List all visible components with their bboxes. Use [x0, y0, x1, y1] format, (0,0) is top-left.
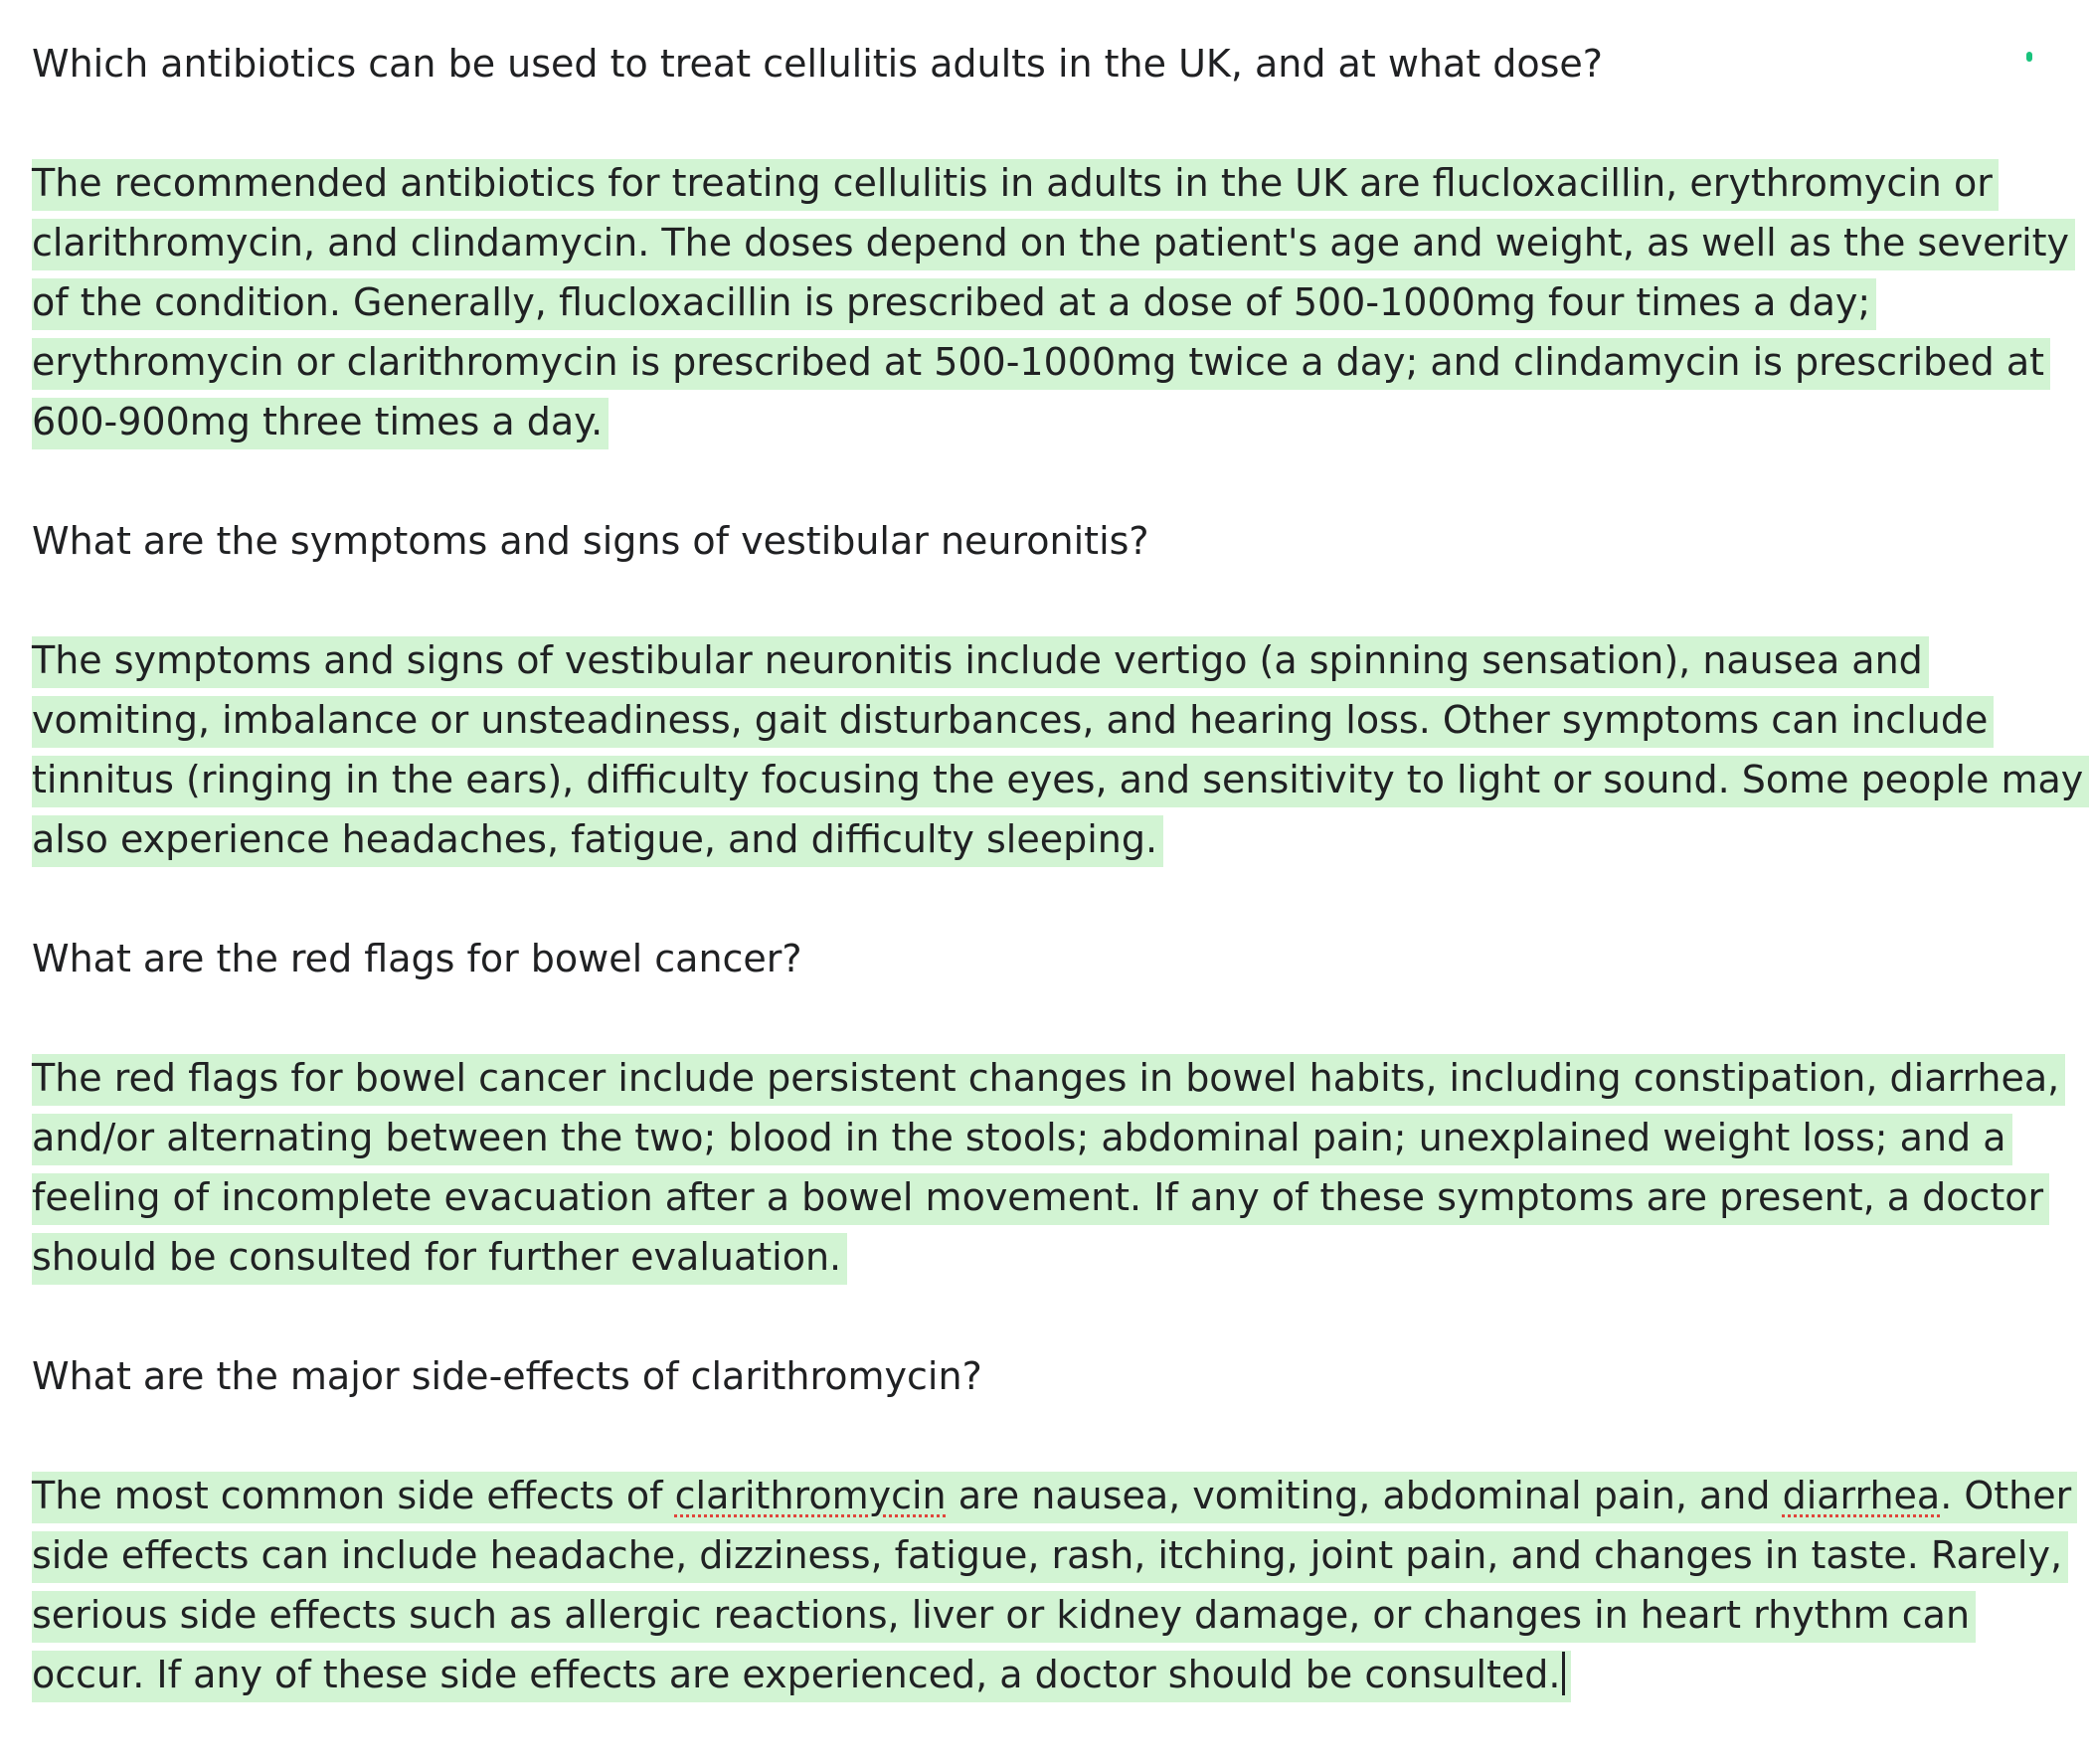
text-cursor	[1562, 1652, 1565, 1695]
spellcheck-flagged-word[interactable]: clarithromycin	[674, 1474, 947, 1517]
answer-line: The red flags for bowel cancer include persistent changes in bowel habits, including constipation, diarrhea,	[32, 1054, 2065, 1106]
document-body[interactable]	[32, 34, 2084, 1764]
answer-3	[32, 1048, 2060, 1287]
answer-line: and/or alternating between the two; blood in the stools; abdominal pain; unexplained weight loss; and a	[32, 1114, 2012, 1165]
answer-line: feeling of incomplete evacuation after a bowel movement. If any of these symptoms are present, a doctor	[32, 1173, 2049, 1225]
text-run: . Other	[1940, 1474, 2072, 1517]
answer-line: vomiting, imbalance or unsteadiness, gait disturbances, and hearing loss. Other symptoms can include	[32, 696, 1994, 748]
answer-line: serious side effects such as allergic reactions, liver or kidney damage, or changes in heart rhythm can	[32, 1591, 1976, 1643]
answer-line	[32, 1651, 1571, 1702]
answer-line: of the condition. Generally, flucloxacillin is prescribed at a dose of 500-1000mg four times a day;	[32, 278, 1876, 330]
question-4: What are the major side-effects of clarithromycin?	[32, 1354, 982, 1398]
spellcheck-flagged-word[interactable]: diarrhea	[1782, 1474, 1941, 1517]
answer-1	[32, 153, 2070, 451]
answer-line: 600-900mg three times a day.	[32, 398, 609, 449]
text-run: are nausea, vomiting, abdominal pain, and	[946, 1474, 1783, 1517]
answer-line: should be consulted for further evaluation.	[32, 1233, 847, 1285]
answer-line: also experience headaches, fatigue, and difficulty sleeping.	[32, 815, 1163, 867]
answer-line: erythromycin or clarithromycin is prescribed at 500-1000mg twice a day; and clindamycin is prescribed at	[32, 338, 2050, 390]
answer-4[interactable]	[32, 1466, 2072, 1704]
answer-line: side effects can include headache, dizziness, fatigue, rash, itching, joint pain, and changes in taste. Rarely,	[32, 1531, 2068, 1583]
answer-line	[32, 1472, 2077, 1523]
answer-line: tinnitus (ringing in the ears), difficulty focusing the eyes, and sensitivity to light or sound. Some people may	[32, 756, 2089, 807]
question-2: What are the symptoms and signs of vestibular neuronitis?	[32, 519, 1149, 563]
answer-2	[32, 630, 2084, 869]
scroll-indicator-icon	[2026, 52, 2032, 62]
question-1: Which antibiotics can be used to treat cellulitis adults in the UK, and at what dose?	[32, 42, 1603, 86]
text-run: The most common side effects of	[32, 1474, 675, 1517]
answer-line: The symptoms and signs of vestibular neuronitis include vertigo (a spinning sensation), nausea and	[32, 636, 1929, 688]
text-run: occur. If any of these side effects are experienced, a doctor should be consulted.	[32, 1653, 1561, 1696]
answer-line: The recommended antibiotics for treating cellulitis in adults in the UK are flucloxacillin, erythromycin or	[32, 159, 1999, 211]
answer-line: clarithromycin, and clindamycin. The doses depend on the patient's age and weight, as well as the severity	[32, 219, 2075, 270]
question-3: What are the red flags for bowel cancer?	[32, 937, 802, 980]
